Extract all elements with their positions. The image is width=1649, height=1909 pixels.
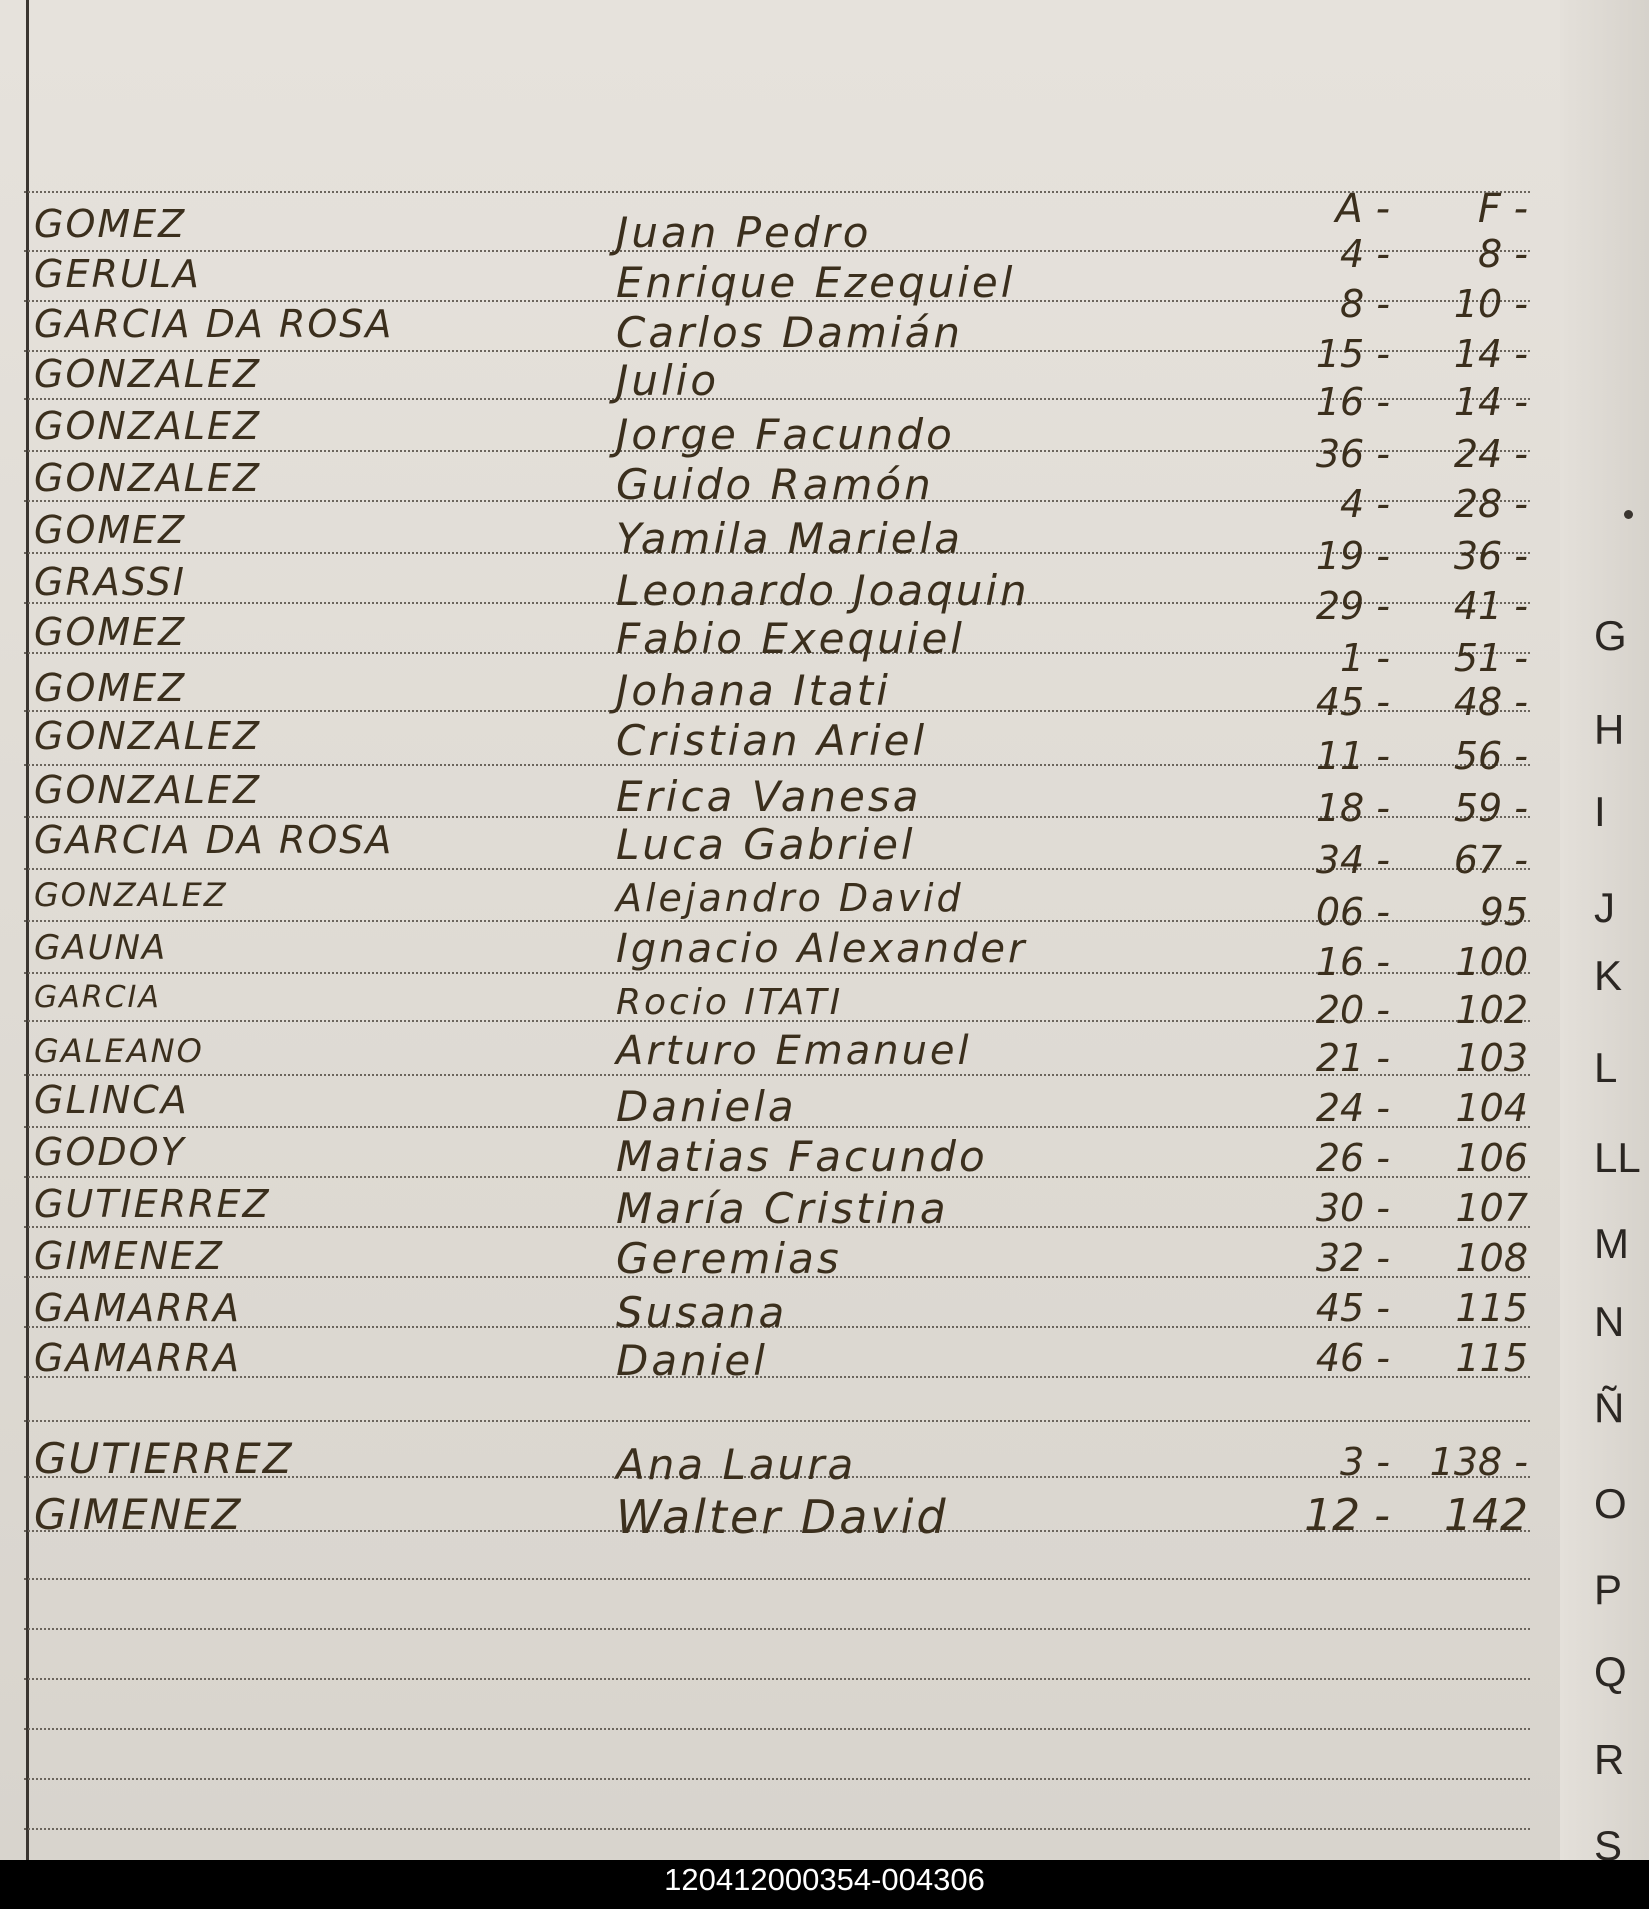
given-name-cell: Geremias [616, 1234, 842, 1283]
index-tab-n[interactable]: N [1594, 1298, 1625, 1345]
ruled-line [24, 1728, 1530, 1730]
given-name-cell: Rocio ITATI [616, 982, 844, 1023]
given-name-cell: Johana Itati [616, 666, 891, 715]
ruled-line [24, 1778, 1530, 1780]
ruled-line [24, 1578, 1530, 1580]
value-a-cell: 20 - [1315, 988, 1390, 1032]
value-f-cell: 108 [1455, 1236, 1528, 1280]
index-tab-p[interactable]: P [1594, 1566, 1623, 1613]
value-a-cell: 24 - [1315, 1086, 1390, 1130]
value-a-cell: 11 - [1315, 734, 1390, 778]
surname-cell: GAUNA [34, 928, 168, 968]
value-f-cell: 107 [1455, 1186, 1528, 1230]
value-a-cell: 45 - [1315, 1286, 1390, 1330]
value-a-cell: 32 - [1315, 1236, 1390, 1280]
ruled-line [24, 191, 1530, 193]
given-name-cell: Arturo Emanuel [616, 1028, 972, 1074]
value-f-cell: 56 - [1453, 734, 1528, 778]
value-f-cell: 59 - [1453, 786, 1528, 830]
index-tab-s[interactable]: S [1594, 1822, 1623, 1860]
given-name-cell: Daniel [616, 1336, 768, 1385]
value-a-cell: 34 - [1315, 838, 1390, 882]
given-name-cell: Jorge Facundo [616, 410, 955, 459]
surname-cell: GONZALEZ [34, 404, 262, 448]
value-f-cell: 36 - [1453, 534, 1528, 578]
given-name-cell: Susana [616, 1288, 788, 1337]
value-f-cell: 41 - [1453, 584, 1528, 628]
value-a-cell: 12 - [1304, 1490, 1390, 1541]
value-a-cell: 16 - [1315, 380, 1390, 424]
index-tab-r[interactable]: R [1594, 1736, 1625, 1783]
value-f-cell: 14 - [1453, 332, 1528, 376]
column-header-a: A - [1335, 186, 1390, 232]
value-a-cell: 4 - [1340, 232, 1390, 276]
surname-cell: GAMARRA [34, 1286, 242, 1330]
value-f-cell: 115 [1455, 1286, 1528, 1330]
index-tab-l[interactable]: L [1594, 1044, 1618, 1091]
given-name-cell: Ana Laura [616, 1440, 857, 1489]
value-f-cell: 24 - [1453, 432, 1528, 476]
given-name-cell: Walter David [616, 1490, 949, 1544]
ruled-line [24, 1420, 1530, 1422]
given-name-cell: Matias Facundo [616, 1132, 988, 1181]
index-tab-ll[interactable]: LL [1594, 1134, 1641, 1181]
surname-cell: GODOY [34, 1130, 186, 1174]
value-a-cell: 8 - [1340, 282, 1390, 326]
index-tab-m[interactable]: M [1594, 1220, 1629, 1267]
value-a-cell: 30 - [1315, 1186, 1390, 1230]
value-a-cell: 4 - [1340, 482, 1390, 526]
value-f-cell: 48 - [1453, 680, 1528, 724]
index-tab-i[interactable]: I [1594, 788, 1606, 835]
surname-cell: GOMEZ [34, 508, 187, 552]
given-name-cell: Guido Ramón [616, 460, 934, 509]
given-name-cell: Carlos Damián [616, 308, 963, 357]
value-a-cell: 18 - [1315, 786, 1390, 830]
surname-cell: GOMEZ [34, 666, 187, 710]
column-header-f: F - [1477, 186, 1528, 232]
value-a-cell: 15 - [1315, 332, 1390, 376]
surname-cell: GARCIA DA ROSA [34, 302, 394, 346]
index-tab-o[interactable]: O [1594, 1480, 1627, 1527]
ink-dot [1624, 510, 1633, 519]
index-tab-h[interactable]: H [1594, 706, 1625, 753]
given-name-cell: Daniela [616, 1082, 797, 1131]
ruled-line [24, 1678, 1530, 1680]
surname-cell: GERULA [34, 252, 201, 296]
given-name-cell: Luca Gabriel [616, 820, 916, 869]
given-name-cell: Cristian Ariel [616, 716, 928, 765]
surname-cell: GARCIA [34, 980, 161, 1015]
value-a-cell: 45 - [1315, 680, 1390, 724]
surname-cell: GONZALEZ [34, 456, 262, 500]
value-a-cell: 1 - [1340, 636, 1390, 680]
value-f-cell: 102 [1455, 988, 1528, 1032]
given-name-cell: Fabio Exequiel [616, 614, 965, 663]
value-f-cell: 10 - [1453, 282, 1528, 326]
value-a-cell: 19 - [1315, 534, 1390, 578]
value-a-cell: 26 - [1315, 1136, 1390, 1180]
index-tab-j[interactable]: J [1594, 884, 1615, 931]
index-tab-g[interactable]: G [1594, 612, 1627, 659]
given-name-cell: María Cristina [616, 1184, 949, 1233]
value-f-cell: 100 [1455, 940, 1528, 984]
value-a-cell: 16 - [1315, 940, 1390, 984]
value-f-cell: 28 - [1453, 482, 1528, 526]
value-f-cell: 67 - [1453, 838, 1528, 882]
surname-cell: GARCIA DA ROSA [34, 818, 394, 862]
ruled-line [24, 1628, 1530, 1630]
value-f-cell: 142 [1444, 1490, 1528, 1541]
given-name-cell: Leonardo Joaquin [616, 566, 1030, 615]
value-f-cell: 51 - [1453, 636, 1528, 680]
value-a-cell: 3 - [1340, 1440, 1390, 1484]
value-a-cell: 21 - [1315, 1036, 1390, 1080]
document-id-code: 120412000354-004306 [664, 1862, 985, 1897]
surname-cell: GLINCA [34, 1078, 189, 1122]
surname-cell: GONZALEZ [34, 876, 228, 914]
given-name-cell: Juan Pedro [616, 208, 872, 257]
index-tab-n-tilde[interactable]: Ñ [1594, 1384, 1625, 1431]
given-name-cell: Julio [616, 356, 720, 405]
surname-cell: GONZALEZ [34, 352, 262, 396]
value-a-cell: 36 - [1315, 432, 1390, 476]
value-a-cell: 06 - [1315, 890, 1390, 934]
value-f-cell: 8 - [1478, 232, 1528, 276]
surname-cell: GUTIERREZ [34, 1434, 294, 1483]
value-f-cell: 95 [1479, 890, 1528, 934]
surname-cell: GOMEZ [34, 202, 187, 246]
surname-cell: GALEANO [34, 1032, 204, 1070]
surname-cell: GONZALEZ [34, 768, 262, 812]
value-f-cell: 14 - [1453, 380, 1528, 424]
given-name-cell: Erica Vanesa [616, 772, 922, 821]
binding-margin-line [26, 0, 29, 1860]
value-f-cell: 106 [1455, 1136, 1528, 1180]
value-f-cell: 104 [1455, 1086, 1528, 1130]
value-a-cell: 29 - [1315, 584, 1390, 628]
surname-cell: GOMEZ [34, 610, 187, 654]
given-name-cell: Yamila Mariela [616, 514, 964, 563]
index-tab-k[interactable]: K [1594, 952, 1623, 999]
given-name-cell: Ignacio Alexander [616, 926, 1028, 972]
value-a-cell: 46 - [1315, 1336, 1390, 1380]
surname-cell: GONZALEZ [34, 714, 262, 758]
surname-cell: GUTIERREZ [34, 1182, 271, 1226]
surname-cell: GIMENEZ [34, 1234, 224, 1278]
given-name-cell: Alejandro David [616, 876, 964, 920]
surname-cell: GIMENEZ [34, 1490, 243, 1539]
value-f-cell: 138 - [1429, 1440, 1528, 1484]
index-tab-q[interactable]: Q [1594, 1648, 1627, 1695]
value-f-cell: 103 [1455, 1036, 1528, 1080]
value-f-cell: 115 [1455, 1336, 1528, 1380]
surname-cell: GAMARRA [34, 1336, 242, 1380]
surname-cell: GRASSI [34, 560, 186, 604]
given-name-cell: Enrique Ezequiel [616, 258, 1016, 307]
ruled-line [24, 1828, 1530, 1830]
